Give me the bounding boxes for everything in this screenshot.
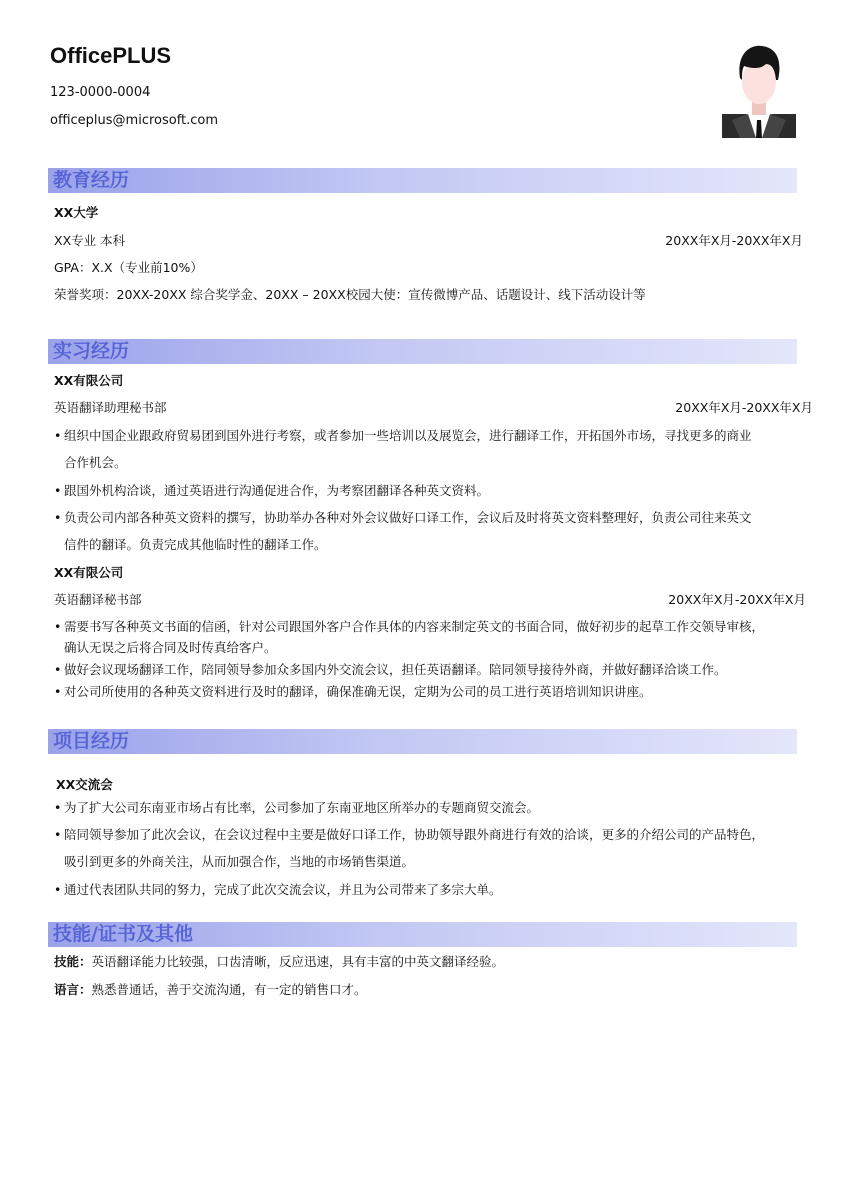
skill-line: 技能：英语翻译能力比较强，口齿清晰，反应迅速，具有丰富的中英文翻译经验。: [54, 954, 505, 969]
section-header-project: [48, 729, 797, 754]
list-item: • 需要书写各种英文书面的信函，针对公司跟国外客户合作具体的内容来制定英文的书面合同，做好初步的起草工作交领导审核，: [54, 618, 764, 636]
project-name: XX交流会: [56, 777, 113, 792]
list-item-cont: 确认无误之后将合同及时传真给客户。: [64, 640, 277, 655]
section-header-education: [48, 168, 797, 193]
list-item: • 为了扩大公司东南亚市场占有比率，公司参加了东南亚地区所举办的专题商贸交流会。: [54, 799, 539, 817]
honors: 荣誉奖项：20XX-20XX 综合奖学金、20XX – 20XX校园大使：宣传微博产品、话题设计、线下活动设计等: [54, 287, 646, 302]
section-title: 技能/证书及其他: [53, 923, 193, 945]
list-item-cont: 吸引到更多的外商关注，从而加强合作，当地的市场销售渠道。: [64, 854, 415, 869]
company-name: XX有限公司: [54, 373, 124, 388]
company-name: XX有限公司: [54, 565, 124, 580]
job-date: 20XX年X月-20XX年X月: [675, 400, 813, 415]
section-title: 项目经历: [53, 730, 130, 752]
section-header-internship: [48, 339, 797, 364]
section-header-skills: [48, 922, 797, 947]
list-item: • 做好会议现场翻译工作，陪同领导参加众多国内外交流会议，担任英语翻译。陪同领导接待外商，并做好翻译洽谈工作。: [54, 661, 727, 679]
major: XX专业 本科: [54, 233, 126, 248]
list-item: • 对公司所使用的各种英文资料进行及时的翻译，确保准确无误，定期为公司的员工进行英语培训知识讲座。: [54, 683, 652, 701]
candidate-name: OfficePLUS: [50, 43, 172, 68]
job-role: 英语翻译助理秘书部: [54, 400, 167, 415]
education-date: 20XX年X月-20XX年X月: [665, 233, 803, 248]
school-name: XX大学: [54, 205, 99, 220]
job-role: 英语翻译秘书部: [54, 592, 142, 607]
job-date: 20XX年X月-20XX年X月: [668, 592, 806, 607]
gpa: GPA：X.X（专业前10%）: [54, 260, 203, 275]
list-item: • 通过代表团队共同的努力，完成了此次交流会议，并且为公司带来了多宗大单。: [54, 881, 502, 899]
list-item-cont: 信件的翻译。负责完成其他临时性的翻译工作。: [64, 537, 327, 552]
list-item: • 负责公司内部各种英文资料的撰写，协助举办各种对外会议做好口译工作，会议后及时将英文资料整理好，负责公司往来英文: [54, 509, 752, 527]
avatar: [722, 42, 796, 138]
list-item: • 陪同领导参加了此次会议，在会议过程中主要是做好口译工作，协助领导跟外商进行有效的洽谈，更多的介绍公司的产品特色，: [54, 826, 764, 844]
email: officeplus@microsoft.com: [50, 113, 219, 128]
list-item: • 组织中国企业跟政府贸易团到国外进行考察，或者参加一些培训以及展览会，进行翻译工作，开拓国外市场，寻找更多的商业: [54, 427, 752, 445]
list-item: • 跟国外机构洽谈，通过英语进行沟通促进合作，为考察团翻译各种英文资料。: [54, 482, 489, 500]
section-title: 实习经历: [53, 340, 130, 362]
language-line: 语言：熟悉普通话，善于交流沟通，有一定的销售口才。: [54, 982, 367, 997]
list-item-cont: 合作机会。: [64, 455, 127, 470]
phone: 123-0000-0004: [50, 85, 151, 100]
section-title: 教育经历: [53, 169, 130, 191]
